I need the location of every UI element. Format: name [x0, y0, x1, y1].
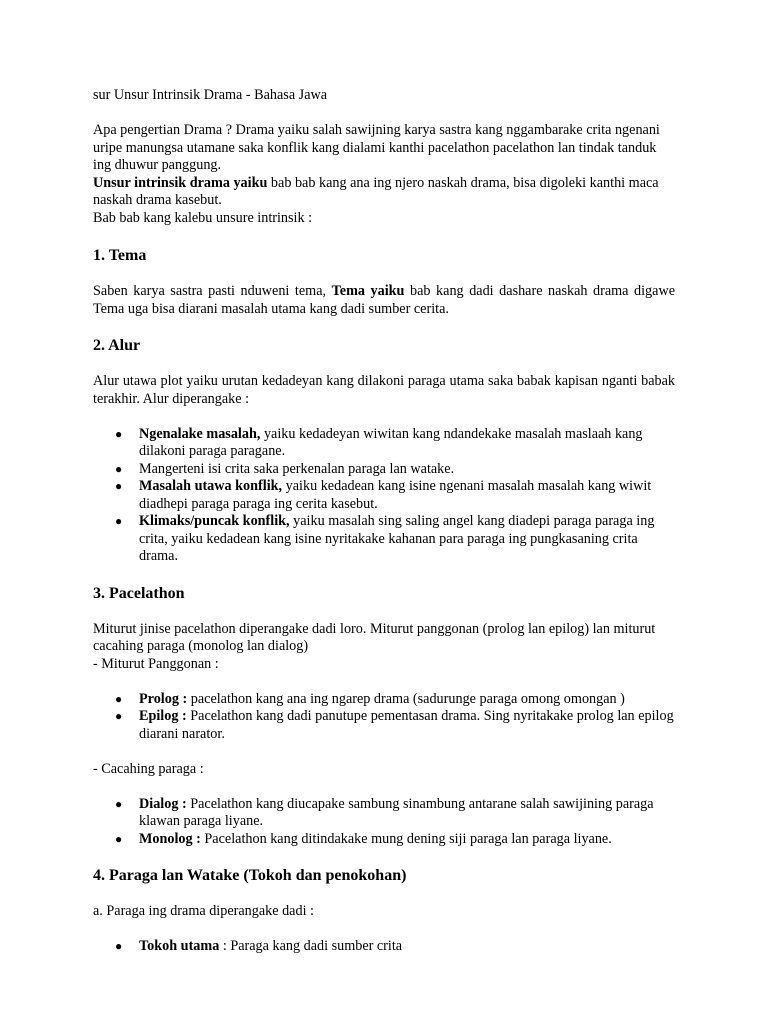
intro-definition-text: bab bab kang ana ing njero naskah drama, bisa digoleki kanthi maca naskah drama kasebut.: [93, 174, 659, 208]
list-item-text: pacelathon kang ana ing ngarep drama (sadurunge paraga omong omongan ): [187, 690, 625, 707]
bullet-icon: ●: [115, 479, 123, 493]
list-item: [93, 831, 675, 849]
list-item: [93, 938, 675, 956]
list-item-text: Pacelathon kang dadi panutupe pementasan drama. Sing nyritakake prolog lan epilog diarani narator.: [139, 708, 674, 742]
intro-paragraph: Apa pengertian Drama ? Drama yaiku salah sawijning karya sastra kang nggambarake crita ngenani uripe manungsa utamane saka konflik kang dialami kanthi pacelathon pacelathon lan tindak tanduk ing dhuwur panggung.: [93, 122, 660, 173]
bullet-icon: ●: [115, 514, 123, 528]
alur-paragraph: Alur utawa plot yaiku urutan kedadeyan kang dilakoni paraga utama saka babak kapisan nganti babak terakhir. Alur diperangake :: [93, 373, 675, 407]
list-item: [93, 513, 675, 566]
heading-paraga: 4. Paraga lan Watake (Tokoh dan penokohan): [93, 867, 407, 884]
list-item-term: Monolog :: [139, 830, 201, 847]
list-item: [93, 691, 675, 709]
paraga-list: [93, 938, 675, 956]
heading-tema: 1. Tema: [93, 247, 147, 264]
list-item-term: Dialog :: [139, 795, 187, 812]
list-item: [93, 426, 675, 461]
list-item-text: Pacelathon kang ditindakake mung dening siji paraga lan paraga liyane.: [200, 830, 612, 847]
list-item-text: Mangerteni isi crita saka perkenalan paraga lan watake.: [139, 460, 455, 477]
bullet-icon: ●: [115, 461, 123, 476]
pacelathon-cacahing-list: [93, 796, 675, 849]
list-item-text: Pacelathon kang diucapake sambung sinambung antarane salah sawijining paraga klawan paraga liyane.: [139, 795, 654, 829]
tema-text-b: bab kang dadi dashare naskah drama digawe Tema uga bisa diarani masalah utama kang dadi sumber cerita.: [93, 283, 675, 317]
list-item: [93, 461, 675, 479]
list-item-term: Tokoh utama: [139, 938, 220, 954]
list-item: [93, 708, 675, 743]
list-item-text: : Paraga kang dadi sumber crita: [219, 938, 403, 954]
list-item-term: Ngenalake masalah,: [139, 425, 261, 442]
pacelathon-subheading-panggonan: - Miturut Panggonan :: [93, 655, 219, 672]
bullet-icon: ●: [115, 796, 123, 811]
bullet-icon: ●: [115, 691, 123, 706]
intro-list-lead: Bab bab kang kalebu unsure intrinsik :: [93, 209, 313, 226]
list-item-term: Klimaks/puncak konflik,: [139, 513, 290, 529]
heading-alur: 2. Alur: [93, 337, 141, 354]
alur-list: [93, 426, 675, 566]
pacelathon-panggonan-list: [93, 691, 675, 744]
tema-paragraph: [93, 283, 675, 318]
pacelathon-paragraph: Miturut jinise pacelathon diperangake dadi loro. Miturut panggonan (prolog lan epilog) lan miturut cacahing paraga (monolog lan dialog): [93, 620, 656, 654]
list-item: [93, 478, 675, 513]
paraga-paragraph: a. Paraga ing drama diperangake dadi :: [93, 903, 314, 919]
heading-pacelathon: 3. Pacelathon: [93, 584, 185, 602]
list-item-text: yaiku kedadean kang isine ngenani masalah masalah kang wiwit diadhepi paraga paraga ing cerita kasebut.: [139, 478, 652, 512]
tema-text-a: Saben karya sastra pasti nduweni tema,: [93, 283, 332, 299]
list-item-term: Epilog :: [139, 708, 187, 724]
list-item-text: yaiku kedadeyan wiwitan kang ndandekake masalah maslaah kang dilakoni paraga paragane.: [139, 425, 643, 459]
bullet-icon: ●: [115, 831, 123, 846]
list-item: [93, 796, 675, 831]
list-item-text: yaiku masalah sing saling angel kang diadepi paraga paraga ing crita, yaiku kedadean kang isine nyritakake kahanan para paraga ing pungkasaning crita drama.: [139, 513, 655, 564]
list-item-term: Prolog :: [139, 690, 188, 707]
bullet-icon: ●: [115, 426, 123, 441]
intro-definition: [93, 175, 675, 210]
document-body: [93, 87, 675, 956]
bullet-icon: ●: [115, 939, 123, 953]
bullet-icon: ●: [115, 709, 123, 723]
list-item-term: Masalah utawa konflik,: [139, 478, 283, 494]
tema-term: Tema yaiku: [331, 283, 405, 299]
document-title: sur Unsur Intrinsik Drama - Bahasa Jawa: [93, 87, 328, 103]
pacelathon-subheading-cacahing: - Cacahing paraga :: [93, 760, 204, 777]
intro-definition-term: Unsur intrinsik drama yaiku: [93, 174, 268, 191]
